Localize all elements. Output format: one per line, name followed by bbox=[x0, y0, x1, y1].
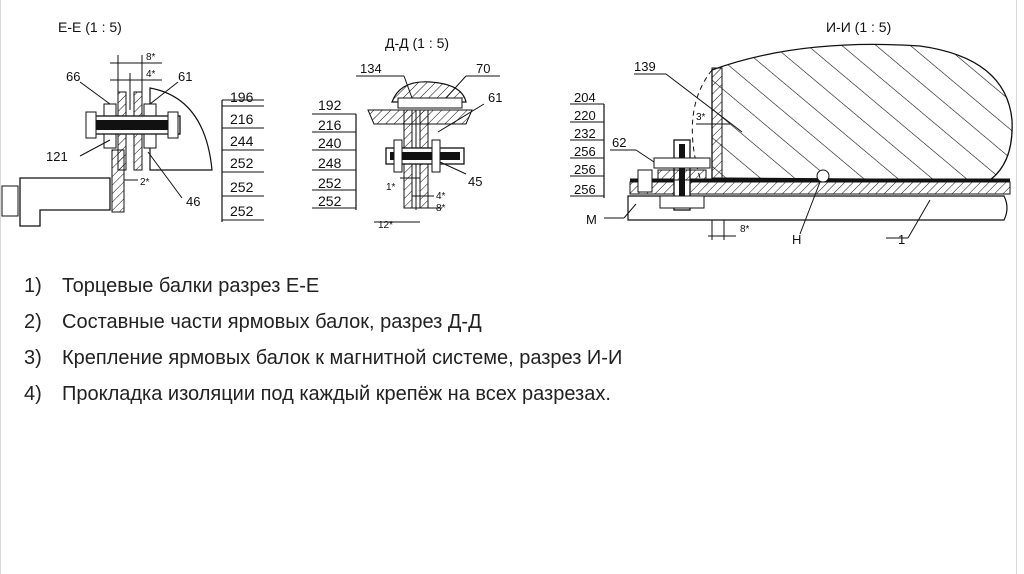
table-e-value: 252 bbox=[230, 203, 254, 219]
callout-i-1: 1 bbox=[898, 232, 906, 247]
table-d-value: 240 bbox=[318, 135, 342, 151]
list-item-text: Составные части ярмовых балок, разрез Д-Д bbox=[62, 311, 482, 333]
table-e-value: 252 bbox=[230, 179, 254, 195]
dim-i-8: 8* bbox=[740, 224, 750, 235]
list-item-number: 4) bbox=[24, 383, 42, 405]
callout-i-m: М bbox=[586, 212, 597, 227]
table-i bbox=[570, 90, 604, 198]
callout-i-n: Н bbox=[792, 232, 802, 247]
table-d-value: 252 bbox=[318, 175, 342, 191]
callout-e-66: 66 bbox=[66, 69, 81, 84]
list-item bbox=[24, 376, 984, 412]
callout-d-70: 70 bbox=[476, 61, 491, 76]
section-e-e bbox=[2, 19, 264, 226]
table-d-value: 192 bbox=[318, 97, 342, 113]
dim-d-1: 1* bbox=[386, 182, 396, 193]
section-i-i bbox=[570, 19, 1012, 247]
dim-e-2: 2* bbox=[140, 177, 150, 188]
list-item bbox=[24, 268, 984, 304]
callout-i-139: 139 bbox=[634, 59, 656, 74]
table-d-value: 216 bbox=[318, 117, 342, 133]
technical-drawing bbox=[0, 0, 1024, 250]
table-d-value: 248 bbox=[318, 155, 342, 171]
dim-d-12: 12* bbox=[378, 220, 394, 231]
table-d bbox=[312, 97, 356, 210]
section-d-d-title: Д-Д (1 : 5) bbox=[385, 35, 450, 51]
callout-i-62: 62 bbox=[612, 135, 627, 150]
list-item-number: 2) bbox=[24, 311, 42, 333]
list-item-text: Крепление ярмовых балок к магнитной системе, разрез И-И bbox=[62, 347, 623, 369]
list-item-number: 1) bbox=[24, 275, 42, 297]
table-i-value: 256 bbox=[574, 162, 596, 177]
section-i-i-title: И-И (1 : 5) bbox=[826, 19, 892, 35]
list-item bbox=[24, 304, 984, 340]
section-e-e-title: Е-Е (1 : 5) bbox=[58, 19, 122, 35]
table-e-value: 252 bbox=[230, 155, 254, 171]
table-i-value: 256 bbox=[574, 144, 596, 159]
table-e-value: 244 bbox=[230, 133, 254, 149]
table-e bbox=[222, 89, 264, 222]
dim-e-4: 4* bbox=[146, 69, 156, 80]
table-i-value: 220 bbox=[574, 108, 596, 123]
callout-d-45: 45 bbox=[468, 174, 483, 189]
dim-d-4: 4* bbox=[436, 191, 446, 202]
dim-e-8: 8* bbox=[146, 52, 156, 63]
table-e-value: 216 bbox=[230, 111, 254, 127]
dim-i-3: 3* bbox=[696, 112, 706, 123]
table-i-value: 256 bbox=[574, 182, 596, 197]
callout-e-46: 46 bbox=[186, 194, 201, 209]
dim-d-8: 8* bbox=[436, 203, 446, 214]
callout-d-61: 61 bbox=[488, 90, 503, 105]
table-e-value: 196 bbox=[230, 89, 254, 105]
table-i-value: 232 bbox=[574, 126, 596, 141]
section-d-d bbox=[312, 35, 502, 231]
list-item-number: 3) bbox=[24, 347, 42, 369]
callout-e-61: 61 bbox=[178, 69, 193, 84]
table-i-value: 204 bbox=[574, 90, 596, 105]
callout-e-121: 121 bbox=[46, 149, 68, 164]
description-list bbox=[24, 268, 984, 412]
table-d-value: 252 bbox=[318, 193, 342, 209]
list-item-text: Торцевые балки разрез Е-Е bbox=[62, 275, 320, 297]
list-item-text: Прокладка изоляции под каждый крепёж на всех разрезах. bbox=[62, 383, 611, 405]
list-item bbox=[24, 340, 984, 376]
callout-d-134: 134 bbox=[360, 61, 382, 76]
